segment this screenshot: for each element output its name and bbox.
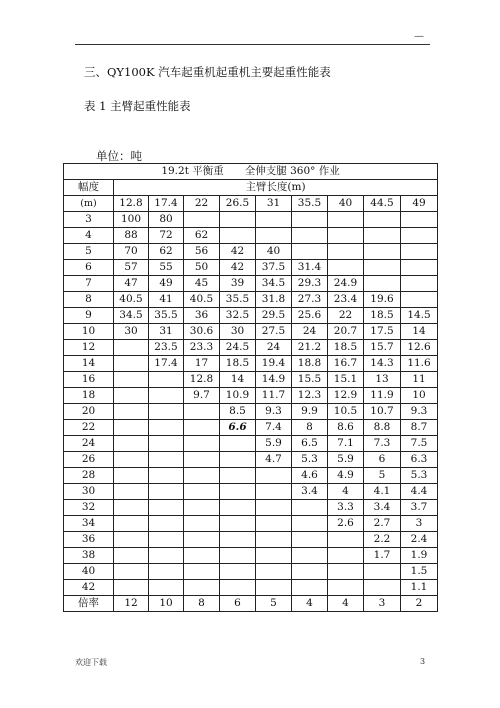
capacity-cell: 4.6 bbox=[292, 468, 328, 484]
table-row bbox=[64, 356, 438, 372]
capacity-cell: 20.7 bbox=[328, 324, 364, 340]
capacity-cell: 11.7 bbox=[256, 388, 292, 404]
table-row bbox=[64, 564, 438, 580]
capacity-cell bbox=[149, 372, 184, 388]
capacity-cell bbox=[328, 580, 364, 596]
capacity-cell: 22 bbox=[328, 308, 364, 324]
capacity-cell bbox=[184, 516, 220, 532]
capacity-cell: 12.3 bbox=[292, 388, 328, 404]
capacity-cell: 55 bbox=[149, 260, 184, 276]
reeving-cell: 4 bbox=[292, 596, 328, 612]
capacity-cell bbox=[292, 580, 328, 596]
capacity-cell bbox=[401, 244, 438, 260]
capacity-cell: 7.5 bbox=[401, 436, 438, 452]
capacity-cell bbox=[149, 580, 184, 596]
capacity-cell bbox=[364, 564, 401, 580]
radius-cell: 20 bbox=[64, 404, 114, 420]
capacity-cell bbox=[114, 356, 149, 372]
load-chart-table bbox=[63, 163, 438, 612]
capacity-cell: 17.5 bbox=[364, 324, 401, 340]
capacity-cell bbox=[220, 436, 256, 452]
capacity-cell bbox=[149, 500, 184, 516]
table-row bbox=[64, 420, 438, 436]
capacity-cell: 32.5 bbox=[220, 308, 256, 324]
capacity-cell: 14 bbox=[401, 324, 438, 340]
capacity-cell bbox=[114, 436, 149, 452]
table-row bbox=[64, 372, 438, 388]
capacity-cell: 40 bbox=[256, 244, 292, 260]
capacity-cell: 29.5 bbox=[256, 308, 292, 324]
capacity-cell bbox=[220, 516, 256, 532]
capacity-cell: 5.3 bbox=[401, 468, 438, 484]
capacity-cell bbox=[220, 228, 256, 244]
capacity-cell bbox=[292, 212, 328, 228]
capacity-cell bbox=[114, 548, 149, 564]
capacity-cell: 2.4 bbox=[401, 532, 438, 548]
reeving-cell: 2 bbox=[401, 596, 438, 612]
capacity-cell bbox=[256, 212, 292, 228]
capacity-cell: 42 bbox=[220, 260, 256, 276]
capacity-cell bbox=[292, 532, 328, 548]
capacity-cell bbox=[401, 292, 438, 308]
capacity-cell: 6 bbox=[364, 452, 401, 468]
boom-length-header: 49 bbox=[401, 196, 438, 212]
boom-length-header: 31 bbox=[256, 196, 292, 212]
capacity-cell: 80 bbox=[149, 212, 184, 228]
capacity-cell bbox=[184, 580, 220, 596]
capacity-cell: 1.5 bbox=[401, 564, 438, 580]
reeving-cell: 6 bbox=[220, 596, 256, 612]
capacity-cell bbox=[220, 452, 256, 468]
capacity-cell: 24.5 bbox=[220, 340, 256, 356]
capacity-cell bbox=[220, 580, 256, 596]
capacity-cell: 7.4 bbox=[256, 420, 292, 436]
unit-label: 单位：吨 bbox=[96, 149, 142, 163]
boom-length-header: 17.4 bbox=[149, 196, 184, 212]
table-row bbox=[64, 212, 438, 228]
capacity-cell bbox=[292, 516, 328, 532]
capacity-cell bbox=[149, 516, 184, 532]
capacity-cell bbox=[328, 212, 364, 228]
table-row bbox=[64, 276, 438, 292]
capacity-cell bbox=[114, 484, 149, 500]
capacity-cell: 4.9 bbox=[328, 468, 364, 484]
table-row bbox=[64, 292, 438, 308]
capacity-cell bbox=[328, 548, 364, 564]
capacity-cell: 23.4 bbox=[328, 292, 364, 308]
boom-length-header: 35.5 bbox=[292, 196, 328, 212]
reeving-cell: 5 bbox=[256, 596, 292, 612]
table-row bbox=[64, 324, 438, 340]
capacity-cell: 17 bbox=[184, 356, 220, 372]
radius-cell: 30 bbox=[64, 484, 114, 500]
capacity-cell: 10.7 bbox=[364, 404, 401, 420]
capacity-cell bbox=[149, 532, 184, 548]
capacity-cell bbox=[220, 484, 256, 500]
capacity-cell bbox=[149, 420, 184, 436]
capacity-cell bbox=[149, 452, 184, 468]
table-row bbox=[64, 516, 438, 532]
radius-unit: (m) bbox=[64, 196, 114, 212]
capacity-cell: 72 bbox=[149, 228, 184, 244]
capacity-cell: 70 bbox=[114, 244, 149, 260]
capacity-cell: 30.6 bbox=[184, 324, 220, 340]
capacity-cell: 9.3 bbox=[401, 404, 438, 420]
capacity-cell bbox=[256, 580, 292, 596]
radius-cell: 42 bbox=[64, 580, 114, 596]
capacity-cell: 35.5 bbox=[220, 292, 256, 308]
capacity-cell bbox=[364, 580, 401, 596]
capacity-cell bbox=[184, 436, 220, 452]
capacity-cell bbox=[220, 212, 256, 228]
capacity-cell bbox=[149, 436, 184, 452]
capacity-cell: 16.7 bbox=[328, 356, 364, 372]
capacity-cell: 13 bbox=[364, 372, 401, 388]
reeving-cell: 10 bbox=[149, 596, 184, 612]
capacity-cell bbox=[220, 468, 256, 484]
capacity-cell bbox=[149, 564, 184, 580]
capacity-cell bbox=[256, 468, 292, 484]
capacity-cell bbox=[114, 372, 149, 388]
capacity-cell: 39 bbox=[220, 276, 256, 292]
capacity-cell bbox=[256, 484, 292, 500]
capacity-cell: 40.5 bbox=[114, 292, 149, 308]
radius-cell: 34 bbox=[64, 516, 114, 532]
capacity-cell: 10.9 bbox=[220, 388, 256, 404]
capacity-cell bbox=[184, 564, 220, 580]
table-title: 表 1 主臂起重性能表 bbox=[84, 99, 191, 113]
reeving-cell: 12 bbox=[114, 596, 149, 612]
capacity-cell: 31 bbox=[149, 324, 184, 340]
radius-cell: 3 bbox=[64, 212, 114, 228]
table-row bbox=[64, 484, 438, 500]
capacity-cell: 2.7 bbox=[364, 516, 401, 532]
capacity-cell bbox=[328, 564, 364, 580]
capacity-cell: 8.6 bbox=[328, 420, 364, 436]
capacity-cell: 35.5 bbox=[149, 308, 184, 324]
capacity-cell: 9.3 bbox=[256, 404, 292, 420]
radius-cell: 24 bbox=[64, 436, 114, 452]
radius-cell: 32 bbox=[64, 500, 114, 516]
table-row bbox=[64, 388, 438, 404]
table-row bbox=[64, 500, 438, 516]
table-row bbox=[64, 548, 438, 564]
boom-length-header: 12.8 bbox=[114, 196, 149, 212]
radius-cell: 6 bbox=[64, 260, 114, 276]
capacity-cell: 100 bbox=[114, 212, 149, 228]
capacity-cell: 42 bbox=[220, 244, 256, 260]
table-row bbox=[64, 340, 438, 356]
capacity-cell: 8.7 bbox=[401, 420, 438, 436]
capacity-cell bbox=[292, 548, 328, 564]
capacity-cell bbox=[149, 548, 184, 564]
capacity-cell bbox=[184, 532, 220, 548]
capacity-cell: 34.5 bbox=[256, 276, 292, 292]
capacity-cell bbox=[364, 228, 401, 244]
capacity-cell: 50 bbox=[184, 260, 220, 276]
table-row bbox=[64, 244, 438, 260]
reeving-row bbox=[64, 596, 438, 612]
table-row bbox=[64, 436, 438, 452]
capacity-cell: 17.4 bbox=[149, 356, 184, 372]
capacity-cell bbox=[364, 244, 401, 260]
capacity-cell bbox=[292, 500, 328, 516]
capacity-cell bbox=[114, 404, 149, 420]
capacity-cell bbox=[256, 228, 292, 244]
capacity-cell bbox=[256, 516, 292, 532]
capacity-cell: 1.9 bbox=[401, 548, 438, 564]
page-number: 3 bbox=[420, 657, 426, 666]
capacity-cell: 8.8 bbox=[364, 420, 401, 436]
capacity-cell bbox=[184, 404, 220, 420]
capacity-cell: 19.6 bbox=[364, 292, 401, 308]
table-row bbox=[64, 404, 438, 420]
capacity-cell: 23.5 bbox=[149, 340, 184, 356]
capacity-cell bbox=[184, 548, 220, 564]
capacity-cell bbox=[220, 564, 256, 580]
capacity-cell: 9.7 bbox=[184, 388, 220, 404]
capacity-cell bbox=[292, 244, 328, 260]
capacity-cell: 11.9 bbox=[364, 388, 401, 404]
capacity-cell: 6.3 bbox=[401, 452, 438, 468]
capacity-cell: 6.5 bbox=[292, 436, 328, 452]
radius-cell: 18 bbox=[64, 388, 114, 404]
capacity-cell bbox=[401, 276, 438, 292]
boom-length-header: 22 bbox=[184, 196, 220, 212]
radius-cell: 16 bbox=[64, 372, 114, 388]
capacity-cell bbox=[220, 532, 256, 548]
capacity-cell bbox=[292, 564, 328, 580]
config-header: 19.2t 平衡重 全伸支腿 360° 作业 bbox=[64, 164, 438, 180]
capacity-cell: 29.3 bbox=[292, 276, 328, 292]
radius-cell: 28 bbox=[64, 468, 114, 484]
capacity-cell bbox=[292, 228, 328, 244]
capacity-cell bbox=[114, 532, 149, 548]
capacity-cell: 4.4 bbox=[401, 484, 438, 500]
capacity-cell: 27.3 bbox=[292, 292, 328, 308]
capacity-cell bbox=[114, 420, 149, 436]
capacity-cell: 49 bbox=[149, 276, 184, 292]
capacity-cell bbox=[149, 468, 184, 484]
table-row bbox=[64, 580, 438, 596]
capacity-cell bbox=[114, 340, 149, 356]
radius-cell: 40 bbox=[64, 564, 114, 580]
capacity-cell: 23.3 bbox=[184, 340, 220, 356]
boom-length-row bbox=[64, 196, 438, 212]
capacity-cell: 7.3 bbox=[364, 436, 401, 452]
capacity-cell: 34.5 bbox=[114, 308, 149, 324]
capacity-cell bbox=[114, 388, 149, 404]
capacity-cell: 15.7 bbox=[364, 340, 401, 356]
capacity-cell: 10.5 bbox=[328, 404, 364, 420]
capacity-cell: 62 bbox=[184, 228, 220, 244]
table-row bbox=[64, 532, 438, 548]
radius-cell: 9 bbox=[64, 308, 114, 324]
capacity-cell: 24 bbox=[256, 340, 292, 356]
capacity-cell: 57 bbox=[114, 260, 149, 276]
radius-cell: 36 bbox=[64, 532, 114, 548]
capacity-cell: 27.5 bbox=[256, 324, 292, 340]
capacity-cell: 41 bbox=[149, 292, 184, 308]
capacity-cell: 31.4 bbox=[292, 260, 328, 276]
capacity-cell: 18.5 bbox=[364, 308, 401, 324]
radius-cell: 14 bbox=[64, 356, 114, 372]
capacity-cell: 5 bbox=[364, 468, 401, 484]
radius-cell: 26 bbox=[64, 452, 114, 468]
capacity-cell bbox=[114, 580, 149, 596]
capacity-cell bbox=[184, 468, 220, 484]
capacity-cell bbox=[328, 260, 364, 276]
capacity-cell bbox=[364, 212, 401, 228]
capacity-cell: 14.3 bbox=[364, 356, 401, 372]
capacity-cell: 21.2 bbox=[292, 340, 328, 356]
capacity-cell: 12.9 bbox=[328, 388, 364, 404]
capacity-cell bbox=[256, 500, 292, 516]
radius-cell: 38 bbox=[64, 548, 114, 564]
capacity-cell: 62 bbox=[149, 244, 184, 260]
capacity-cell bbox=[114, 468, 149, 484]
radius-cell: 12 bbox=[64, 340, 114, 356]
capacity-cell bbox=[184, 500, 220, 516]
capacity-cell: 2.2 bbox=[364, 532, 401, 548]
capacity-cell bbox=[256, 532, 292, 548]
capacity-cell bbox=[256, 564, 292, 580]
capacity-cell bbox=[220, 548, 256, 564]
capacity-cell: 31.8 bbox=[256, 292, 292, 308]
capacity-cell: 6.6 bbox=[220, 420, 256, 436]
capacity-cell bbox=[184, 212, 220, 228]
capacity-cell: 14.5 bbox=[401, 308, 438, 324]
radius-cell: 22 bbox=[64, 420, 114, 436]
section-heading: 三、QY100K 汽车起重机起重机主要起重性能表 bbox=[84, 65, 331, 79]
table-row bbox=[64, 468, 438, 484]
capacity-cell: 4 bbox=[328, 484, 364, 500]
capacity-cell: 45 bbox=[184, 276, 220, 292]
footer-text: 欢迎下载 bbox=[75, 658, 107, 667]
capacity-cell: 25.6 bbox=[292, 308, 328, 324]
capacity-cell: 1.1 bbox=[401, 580, 438, 596]
capacity-cell: 15.1 bbox=[328, 372, 364, 388]
radius-cell: 5 bbox=[64, 244, 114, 260]
capacity-cell bbox=[401, 212, 438, 228]
radius-label: 幅度 bbox=[64, 180, 114, 196]
capacity-cell bbox=[220, 500, 256, 516]
capacity-cell: 37.5 bbox=[256, 260, 292, 276]
capacity-cell bbox=[328, 228, 364, 244]
capacity-cell: 30 bbox=[220, 324, 256, 340]
capacity-cell bbox=[401, 260, 438, 276]
capacity-cell: 47 bbox=[114, 276, 149, 292]
boom-length-header: 44.5 bbox=[364, 196, 401, 212]
radius-cell: 4 bbox=[64, 228, 114, 244]
capacity-cell bbox=[256, 548, 292, 564]
capacity-cell: 40.5 bbox=[184, 292, 220, 308]
capacity-cell: 8.5 bbox=[220, 404, 256, 420]
capacity-cell: 3.4 bbox=[292, 484, 328, 500]
capacity-cell bbox=[364, 260, 401, 276]
capacity-cell: 15.5 bbox=[292, 372, 328, 388]
boom-length-header: 40 bbox=[328, 196, 364, 212]
capacity-cell bbox=[114, 452, 149, 468]
capacity-cell: 18.5 bbox=[220, 356, 256, 372]
capacity-cell: 5.9 bbox=[256, 436, 292, 452]
capacity-cell: 7.1 bbox=[328, 436, 364, 452]
radius-cell: 8 bbox=[64, 292, 114, 308]
capacity-cell: 12.6 bbox=[401, 340, 438, 356]
capacity-cell: 14.9 bbox=[256, 372, 292, 388]
capacity-cell bbox=[184, 452, 220, 468]
capacity-cell: 88 bbox=[114, 228, 149, 244]
capacity-cell: 3.7 bbox=[401, 500, 438, 516]
radius-cell: 10 bbox=[64, 324, 114, 340]
capacity-cell: 19.4 bbox=[256, 356, 292, 372]
capacity-cell: 56 bbox=[184, 244, 220, 260]
capacity-cell: 8 bbox=[292, 420, 328, 436]
capacity-cell: 10 bbox=[401, 388, 438, 404]
radius-cell: 7 bbox=[64, 276, 114, 292]
capacity-cell: 36 bbox=[184, 308, 220, 324]
header-rule bbox=[75, 44, 430, 45]
capacity-cell: 9.9 bbox=[292, 404, 328, 420]
reeving-cell: 3 bbox=[364, 596, 401, 612]
capacity-cell bbox=[149, 484, 184, 500]
table-row bbox=[64, 260, 438, 276]
reeving-label: 倍率 bbox=[64, 596, 114, 612]
reeving-cell: 8 bbox=[184, 596, 220, 612]
capacity-cell: 3.4 bbox=[364, 500, 401, 516]
capacity-cell bbox=[149, 404, 184, 420]
capacity-cell bbox=[114, 516, 149, 532]
capacity-cell: 18.5 bbox=[328, 340, 364, 356]
capacity-cell: 4.1 bbox=[364, 484, 401, 500]
table-row bbox=[64, 452, 438, 468]
table-row bbox=[64, 308, 438, 324]
capacity-cell bbox=[149, 388, 184, 404]
capacity-cell bbox=[114, 564, 149, 580]
capacity-cell: 18.8 bbox=[292, 356, 328, 372]
capacity-cell: 11 bbox=[401, 372, 438, 388]
capacity-cell bbox=[401, 228, 438, 244]
capacity-cell: 11.6 bbox=[401, 356, 438, 372]
capacity-cell: 30 bbox=[114, 324, 149, 340]
capacity-cell: 4.7 bbox=[256, 452, 292, 468]
boom-length-header: 26.5 bbox=[220, 196, 256, 212]
capacity-cell: 24 bbox=[292, 324, 328, 340]
capacity-cell bbox=[114, 500, 149, 516]
boom-length-label: 主臂长度(m) bbox=[114, 180, 438, 196]
capacity-cell bbox=[184, 484, 220, 500]
capacity-cell: 24.9 bbox=[328, 276, 364, 292]
capacity-cell: 12.8 bbox=[184, 372, 220, 388]
capacity-cell bbox=[328, 244, 364, 260]
capacity-cell: 5.9 bbox=[328, 452, 364, 468]
header-mark: — bbox=[414, 31, 424, 42]
capacity-cell bbox=[184, 420, 220, 436]
capacity-cell: 14 bbox=[220, 372, 256, 388]
capacity-cell: 3.3 bbox=[328, 500, 364, 516]
capacity-cell: 2.6 bbox=[328, 516, 364, 532]
capacity-cell bbox=[364, 276, 401, 292]
capacity-cell bbox=[328, 532, 364, 548]
reeving-cell: 4 bbox=[328, 596, 364, 612]
capacity-cell: 3 bbox=[401, 516, 438, 532]
capacity-cell: 5.3 bbox=[292, 452, 328, 468]
capacity-cell: 1.7 bbox=[364, 548, 401, 564]
table-row bbox=[64, 228, 438, 244]
